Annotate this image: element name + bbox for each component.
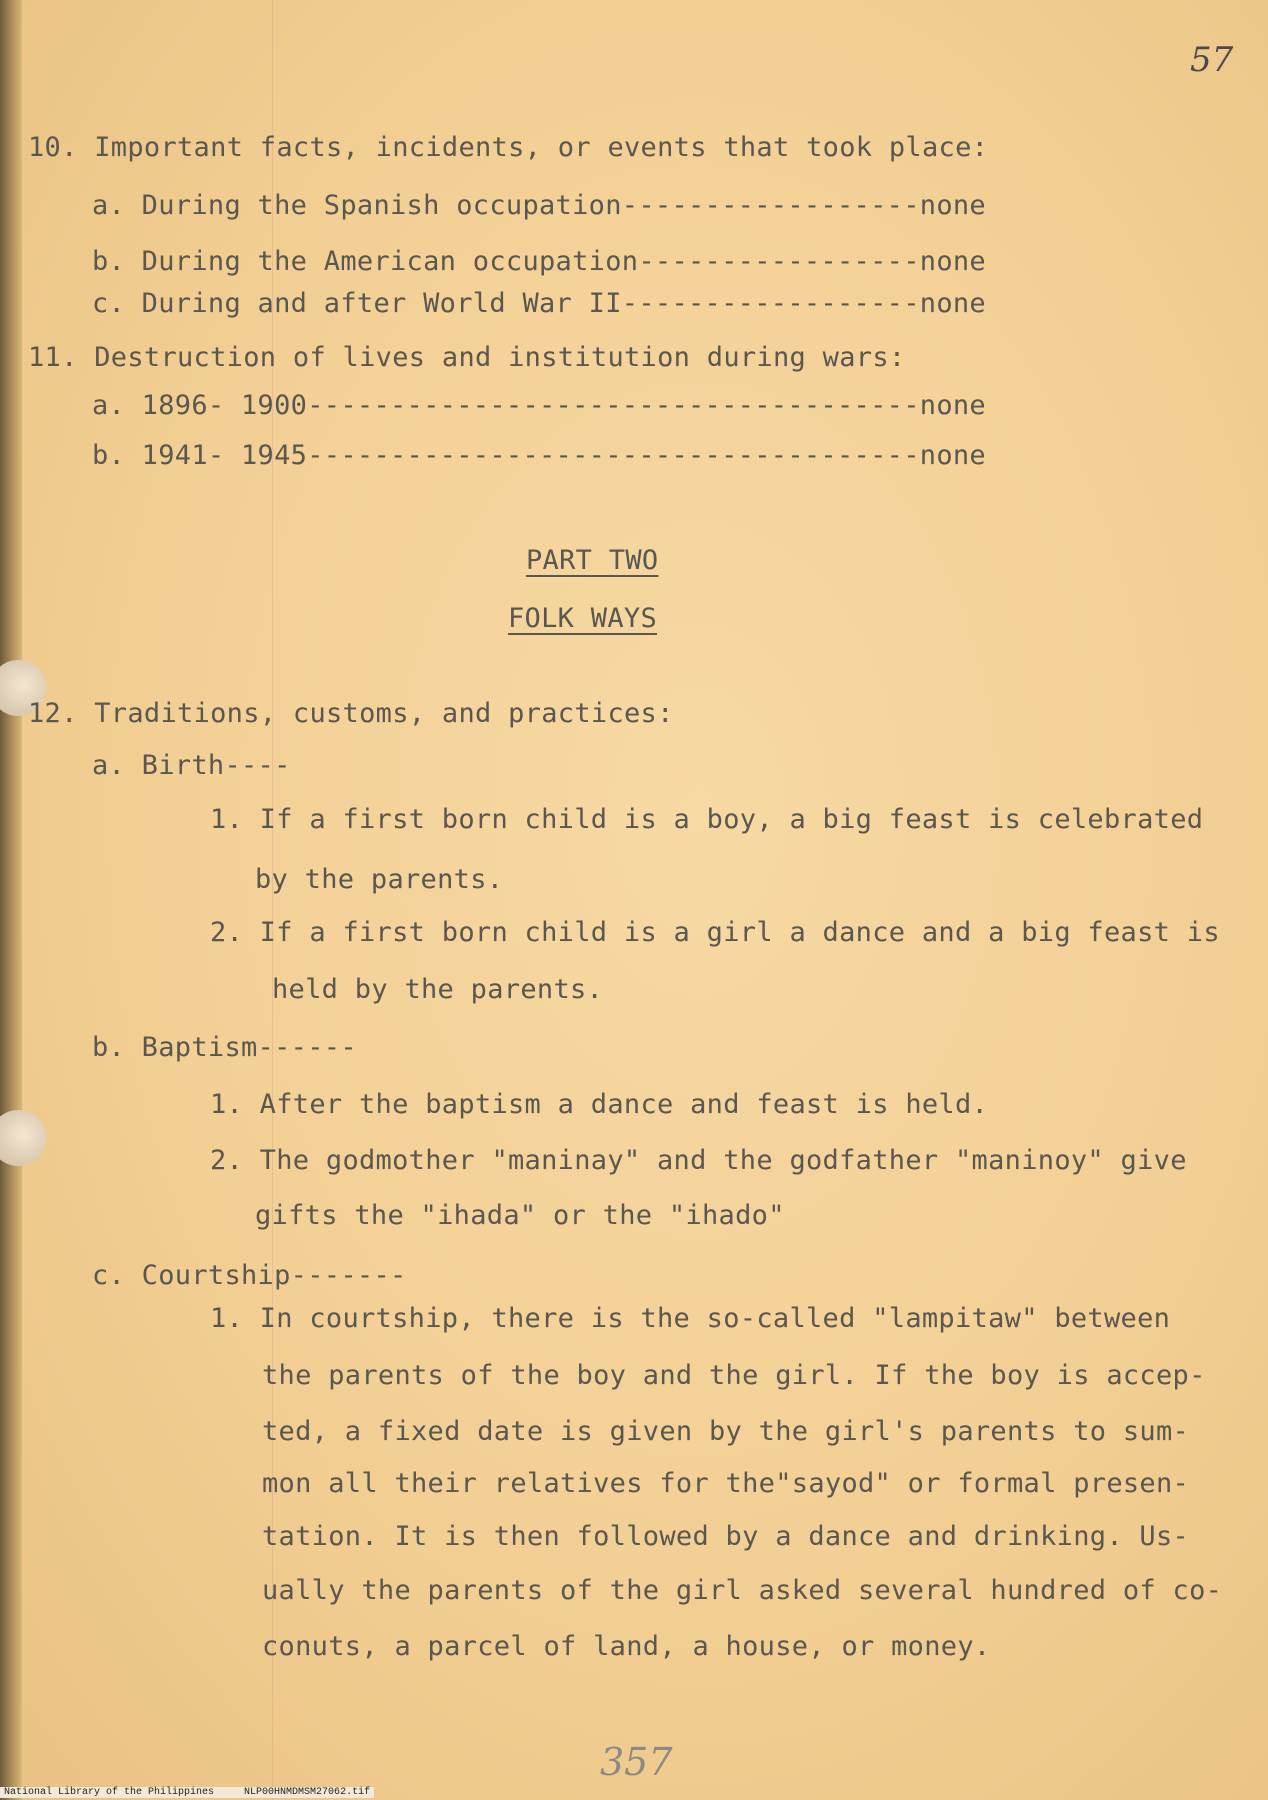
baptism-label: b. Baptism------ [92, 1032, 357, 1063]
footer-library: National Library of the Philippines [4, 1787, 215, 1798]
section-10-item-b: b. During the American occupation-----------------none [92, 246, 986, 277]
birth-item-2: 2. If a first born child is a girl a dance and a big feast is [210, 917, 1220, 948]
footer-filename: NLP00HNMDMSM27062.tif [244, 1787, 371, 1798]
courtship-item-1: 1. In courtship, there is the so-called "lampitaw" between [210, 1303, 1171, 1334]
section-11-title: 11. Destruction of lives and institution during wars: [28, 342, 906, 373]
section-11-item-a: a. 1896- 1900-------------------------------------none [92, 390, 986, 421]
courtship-line-3: ted, a fixed date is given by the girl's parents to sum- [262, 1416, 1190, 1447]
courtship-line-5: tation. It is then followed by a dance and drinking. Us- [262, 1521, 1190, 1552]
punch-hole-lower [0, 1110, 46, 1166]
page-binding-edge [0, 0, 22, 1800]
courtship-line-7: conuts, a parcel of land, a house, or money. [262, 1631, 991, 1662]
baptism-item-1: 1. After the baptism a dance and feast is held. [210, 1089, 989, 1120]
archive-stamp-number: 357 [600, 1740, 673, 1784]
baptism-item-2-cont: gifts the "ihada" or the "ihado" [255, 1200, 785, 1231]
courtship-line-6: ually the parents of the girl asked several hundred of co- [262, 1575, 1223, 1606]
section-12-title: 12. Traditions, customs, and practices: [28, 698, 674, 729]
part-subtitle: FOLK WAYS [508, 603, 657, 634]
footer-caption [0, 1787, 374, 1798]
birth-label: a. Birth---- [92, 750, 291, 781]
birth-item-1: 1. If a first born child is a boy, a big feast is celebrated [210, 804, 1204, 835]
courtship-line-2: the parents of the boy and the girl. If the boy is accep- [262, 1360, 1206, 1391]
part-title: PART TWO [526, 545, 659, 576]
section-10-item-c: c. During and after World War II------------------none [92, 288, 986, 319]
birth-item-2-cont: held by the parents. [272, 974, 604, 1005]
birth-item-1-cont: by the parents. [255, 864, 504, 895]
section-10-item-a: a. During the Spanish occupation------------------none [92, 190, 986, 221]
section-10-title: 10. Important facts, incidents, or events that took place: [28, 132, 989, 163]
courtship-line-4: mon all their relatives for the"sayod" or formal presen- [262, 1468, 1190, 1499]
courtship-label: c. Courtship------- [92, 1260, 407, 1291]
page-number: 57 [1190, 40, 1234, 80]
section-11-item-b: b. 1941- 1945-------------------------------------none [92, 440, 986, 471]
baptism-item-2: 2. The godmother "maninay" and the godfather "maninoy" give [210, 1145, 1187, 1176]
